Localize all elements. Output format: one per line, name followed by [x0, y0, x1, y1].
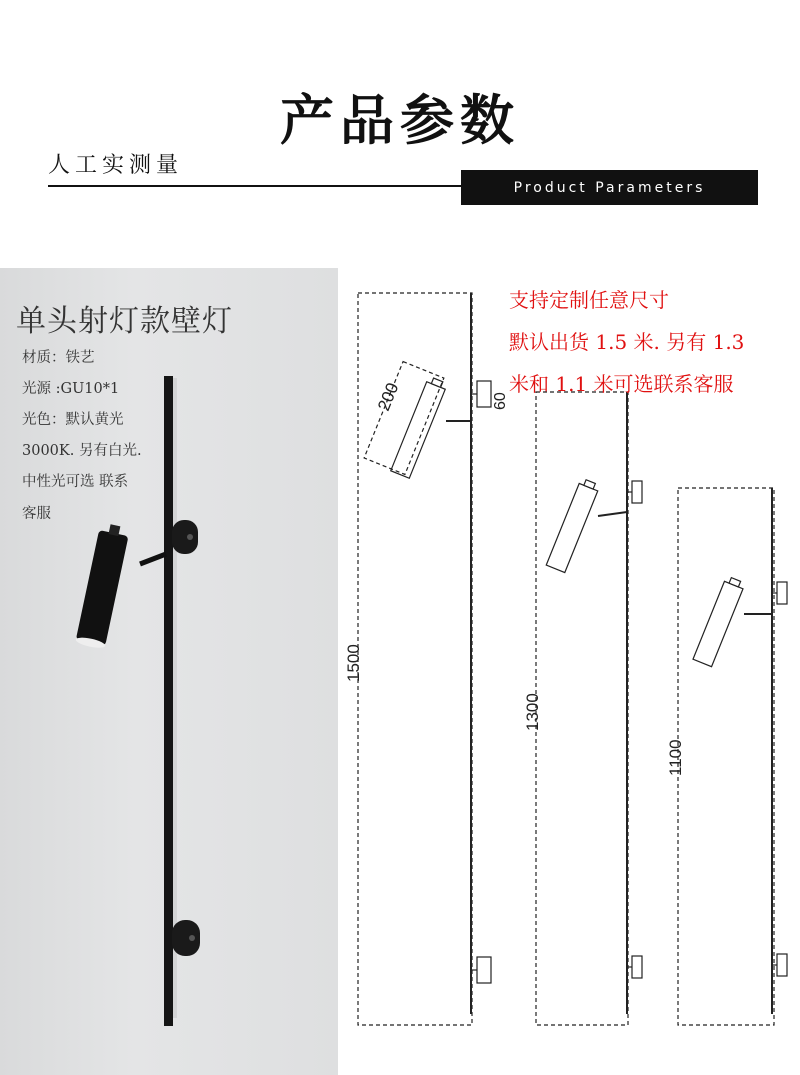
spec-line: 光色：默认黄光 [22, 412, 124, 428]
product-name: 单头射灯款壁灯 [16, 304, 233, 339]
product-parameters-badge: Product Parameters [461, 170, 758, 205]
dimension-height-1100: 1100 [666, 739, 685, 776]
page-title: 产品参数 [280, 89, 520, 152]
dimension-head-length: 200 [374, 380, 403, 414]
custom-note: 米和 1.1 米可选联系客服 [509, 372, 734, 396]
custom-note: 默认出货 1.5 米. 另有 1.3 [509, 330, 745, 354]
custom-note: 支持定制任意尺寸 [509, 288, 669, 312]
page-subtitle: 人工实测量 [48, 153, 184, 178]
dimension-mount-size: 60 [492, 392, 509, 410]
dimension-height-1500: 1500 [344, 644, 363, 682]
spec-line: 客服 [22, 506, 51, 522]
spec-line: 中性光可选 联系 [22, 474, 129, 490]
spec-line: 3000K. 另有白光. [22, 443, 142, 459]
spec-line: 材质：铁艺 [22, 350, 95, 366]
dimension-height-1300: 1300 [523, 693, 542, 731]
spec-line: 光源 :GU10*1 [22, 381, 120, 397]
